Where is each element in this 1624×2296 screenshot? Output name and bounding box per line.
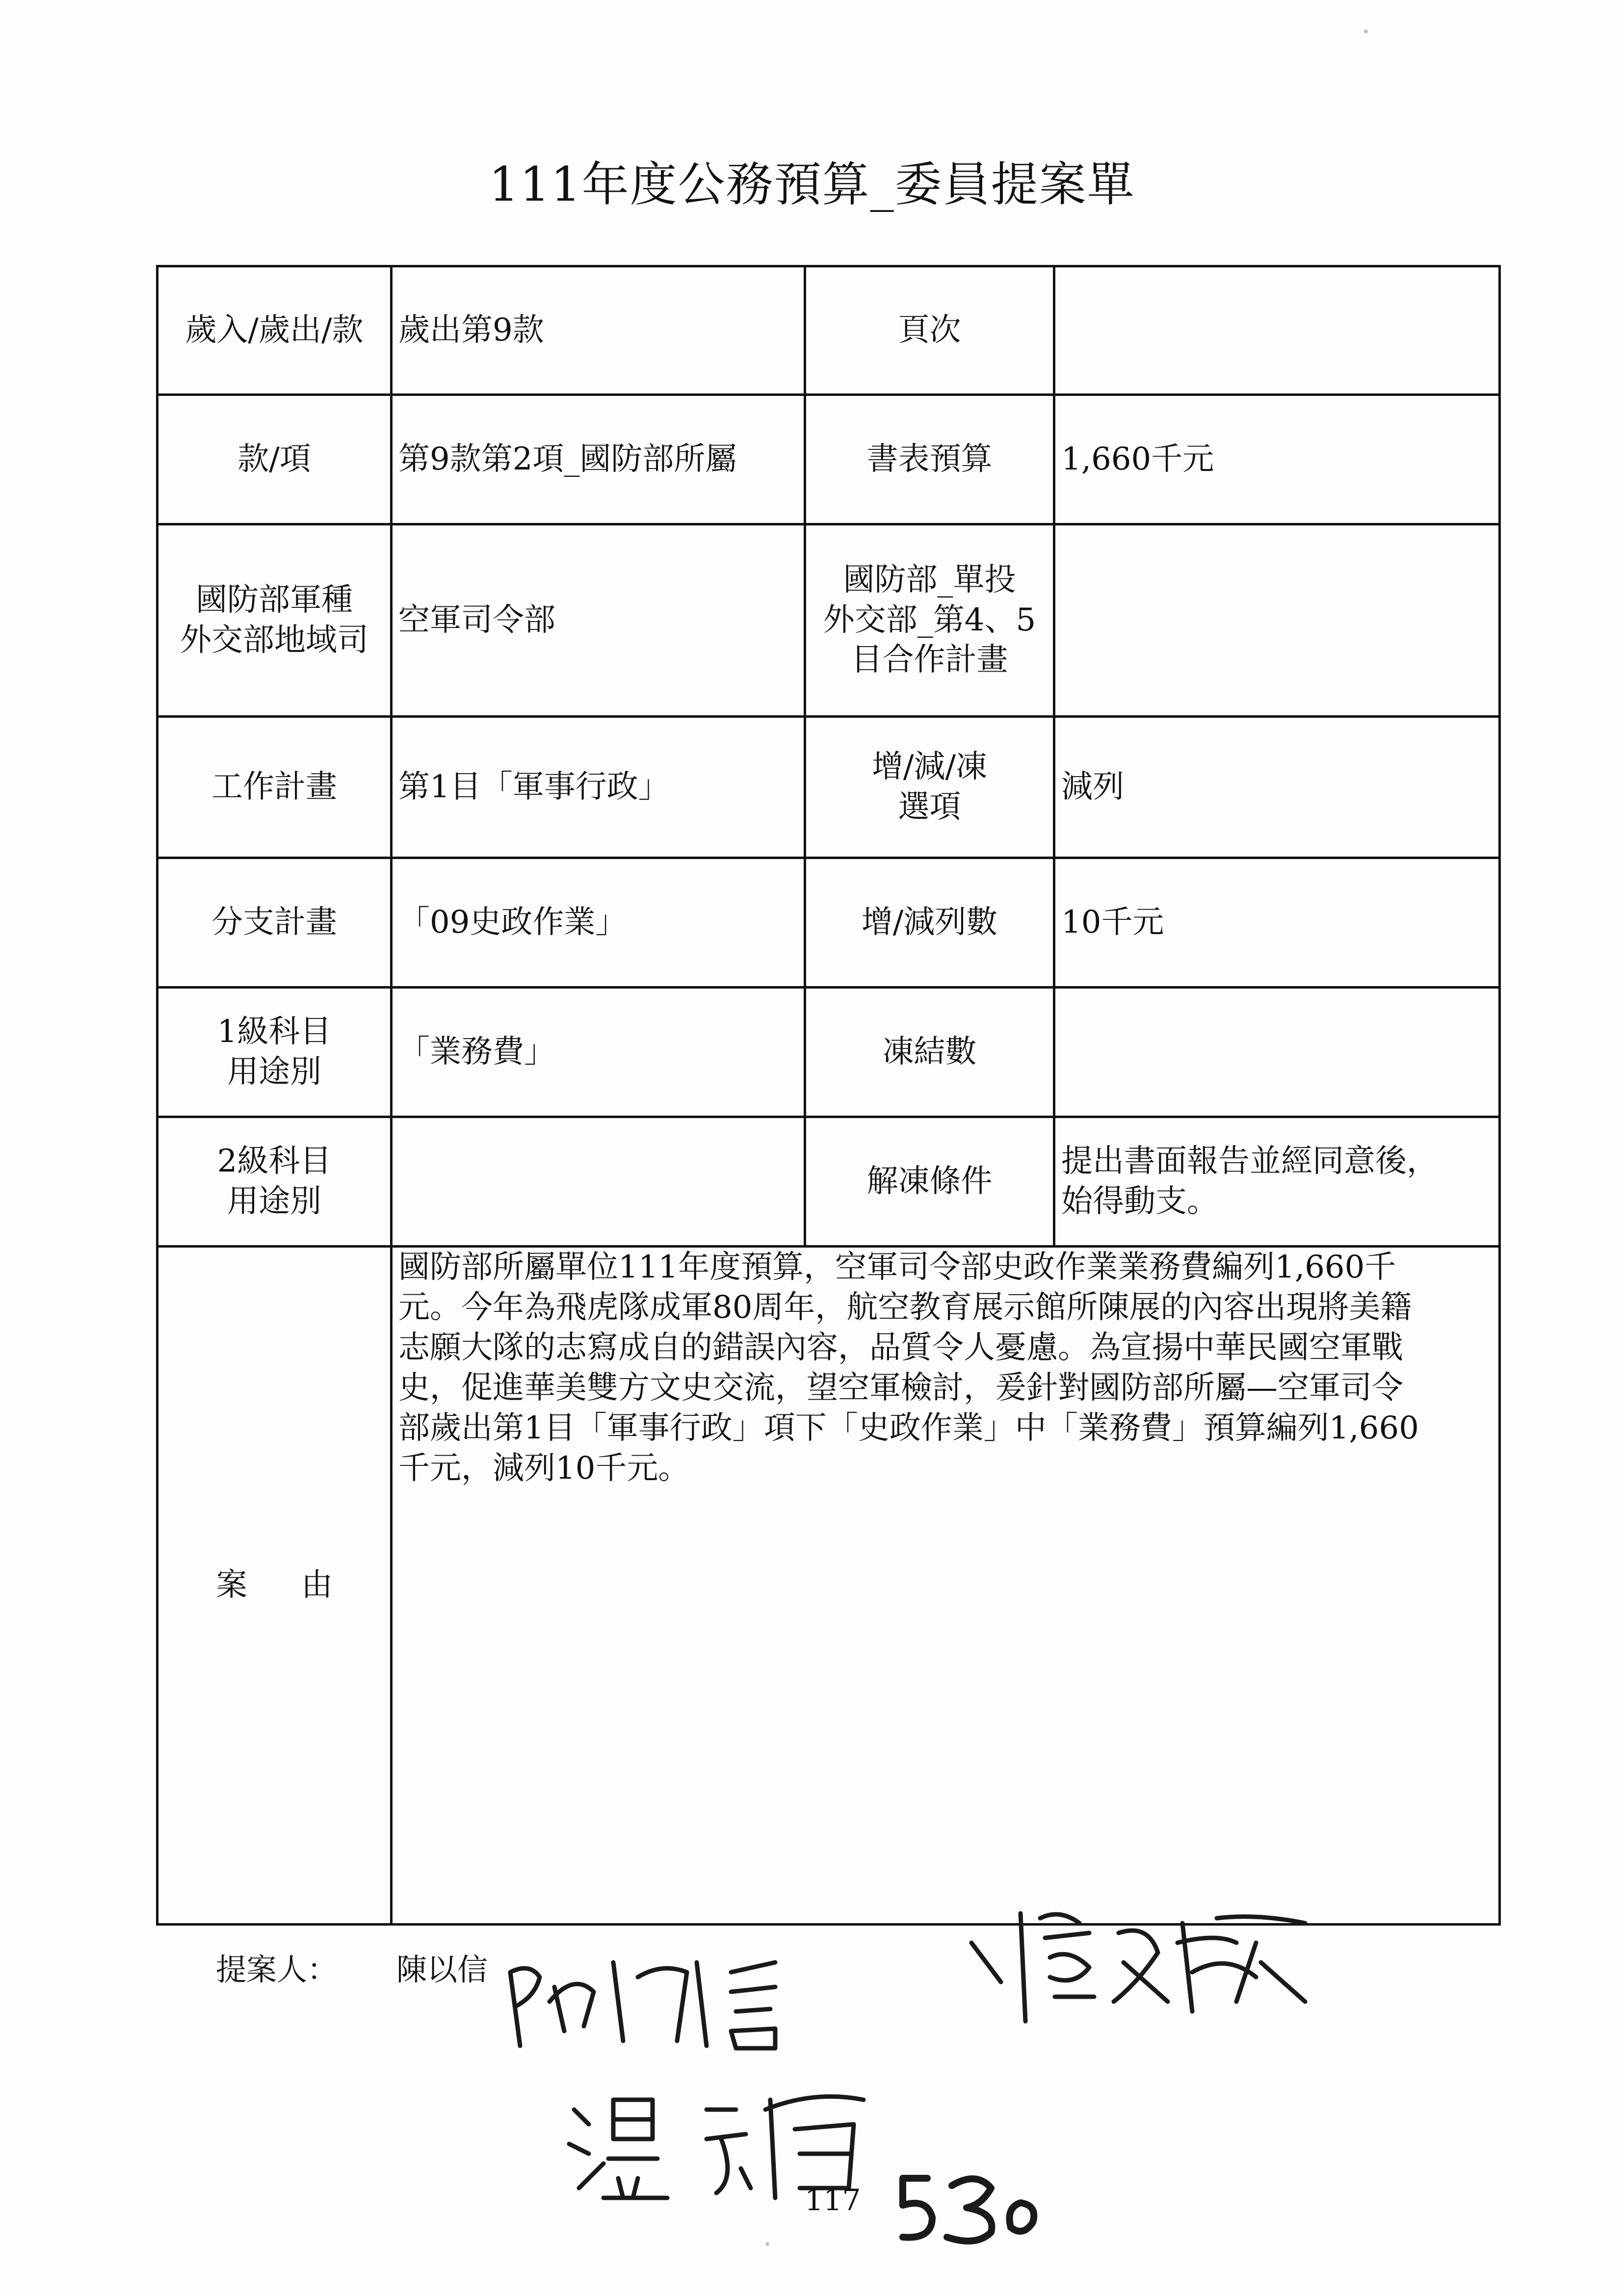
label-option (805, 717, 1054, 858)
proposer-name: 陳以信 (396, 1952, 488, 1987)
label-cooperation-plan (805, 524, 1054, 717)
value-unfreeze (1054, 1117, 1500, 1247)
form-row-item (157, 395, 1500, 524)
label-coop-line-2: 外交部_第4、5 (823, 601, 1036, 638)
label-reason (157, 1247, 392, 1925)
value-level2 (392, 1117, 805, 1247)
label-level1-line-1: 1級科目 (217, 1013, 332, 1050)
label-level1-line-2: 用途別 (227, 1053, 321, 1090)
form-row-work-plan (157, 717, 1500, 858)
label-category: 歲入/歲出/款 (157, 266, 392, 395)
value-unfreeze-line-1: 提出書面報告並經同意後， (1061, 1143, 1438, 1179)
label-item: 款/項 (157, 395, 392, 524)
label-level2-line-2: 用途別 (227, 1183, 321, 1220)
handwritten-page-number-icon (893, 2168, 1040, 2247)
form-row-level1 (157, 988, 1500, 1117)
proposal-form-table (156, 265, 1501, 1926)
form-row-branch-plan (157, 858, 1500, 988)
form-row-unit (157, 524, 1500, 717)
value-category: 歲出第9款 (392, 266, 805, 395)
reason-line: 志願大隊的志寫成自的錯誤內容，品質令人憂慮。為宣揚中華民國空軍戰 (398, 1329, 1403, 1366)
value-unfreeze-line-2: 始得動支。 (1061, 1183, 1218, 1220)
label-amount: 增/減列數 (805, 858, 1054, 988)
scan-speck (1364, 29, 1368, 33)
label-reason-char-2: 由 (301, 1566, 333, 1603)
proposer-block (216, 1945, 488, 1989)
proposer-label: 提案人： (216, 1952, 338, 1987)
label-level2 (157, 1117, 392, 1247)
label-reason-char-1: 案 (216, 1566, 247, 1603)
label-coop-line-3: 目合作計畫 (851, 642, 1008, 678)
label-frozen: 凍結數 (805, 988, 1054, 1117)
value-work-plan: 第1目「軍事行政」 (392, 717, 805, 858)
form-row-reason (157, 1247, 1500, 1925)
document-title: 111年度公務預算_委員提案單 (489, 157, 1135, 212)
value-level1: 「業務費」 (392, 988, 805, 1117)
label-unit-line-2: 外交部地域司 (180, 622, 368, 658)
form-row-level2 (157, 1117, 1500, 1247)
label-unfreeze: 解凍條件 (805, 1117, 1054, 1247)
value-amount: 10千元 (1054, 858, 1500, 988)
value-cooperation-plan (1054, 524, 1500, 717)
value-option: 減列 (1054, 717, 1500, 858)
label-option-line-1: 增/減/凍 (871, 748, 988, 785)
signature-tseng-ming-tsung-icon (962, 1904, 1315, 2036)
label-coop-line-1: 國防部_單投 (843, 561, 1016, 598)
label-option-line-2: 選項 (898, 788, 961, 825)
scan-speck (765, 2242, 769, 2246)
value-page (1054, 266, 1500, 395)
label-branch-plan: 分支計畫 (157, 858, 392, 988)
label-work-plan: 工作計畫 (157, 717, 392, 858)
reason-line: 元。今年為飛虎隊成軍80周年，航空教育展示館所陳展的內容出現將美籍 (398, 1289, 1412, 1326)
label-unit-line-1: 國防部軍種 (196, 581, 353, 618)
value-budget: 1,660千元 (1054, 395, 1500, 524)
value-unit: 空軍司令部 (392, 524, 805, 717)
reason-line: 史，促進華美雙方文史交流，望空軍檢討，爰針對國防部所屬—空軍司令 (398, 1369, 1403, 1406)
form-row-category (157, 266, 1500, 395)
signature-chen-yi-hsin-icon (500, 1943, 883, 2056)
value-branch-plan: 「09史政作業」 (392, 858, 805, 988)
label-level1 (157, 988, 392, 1117)
reason-line: 千元，減列10千元。 (398, 1450, 690, 1487)
value-reason (392, 1247, 1500, 1925)
value-frozen (1054, 988, 1500, 1117)
label-page: 頁次 (805, 266, 1054, 395)
label-unit (157, 524, 392, 717)
reason-line: 部歲出第1目「軍事行政」項下「史政作業」中「業務費」預算編列1,660 (398, 1409, 1419, 1446)
reason-line: 國防部所屬單位111年度預算，空軍司令部史政作業業務費編列1,660千 (398, 1249, 1396, 1285)
label-budget: 書表預算 (805, 395, 1054, 524)
label-level2-line-1: 2級科目 (217, 1143, 332, 1179)
page-number: 117 (805, 2183, 861, 2218)
value-item: 第9款第2項_國防部所屬 (392, 395, 805, 524)
